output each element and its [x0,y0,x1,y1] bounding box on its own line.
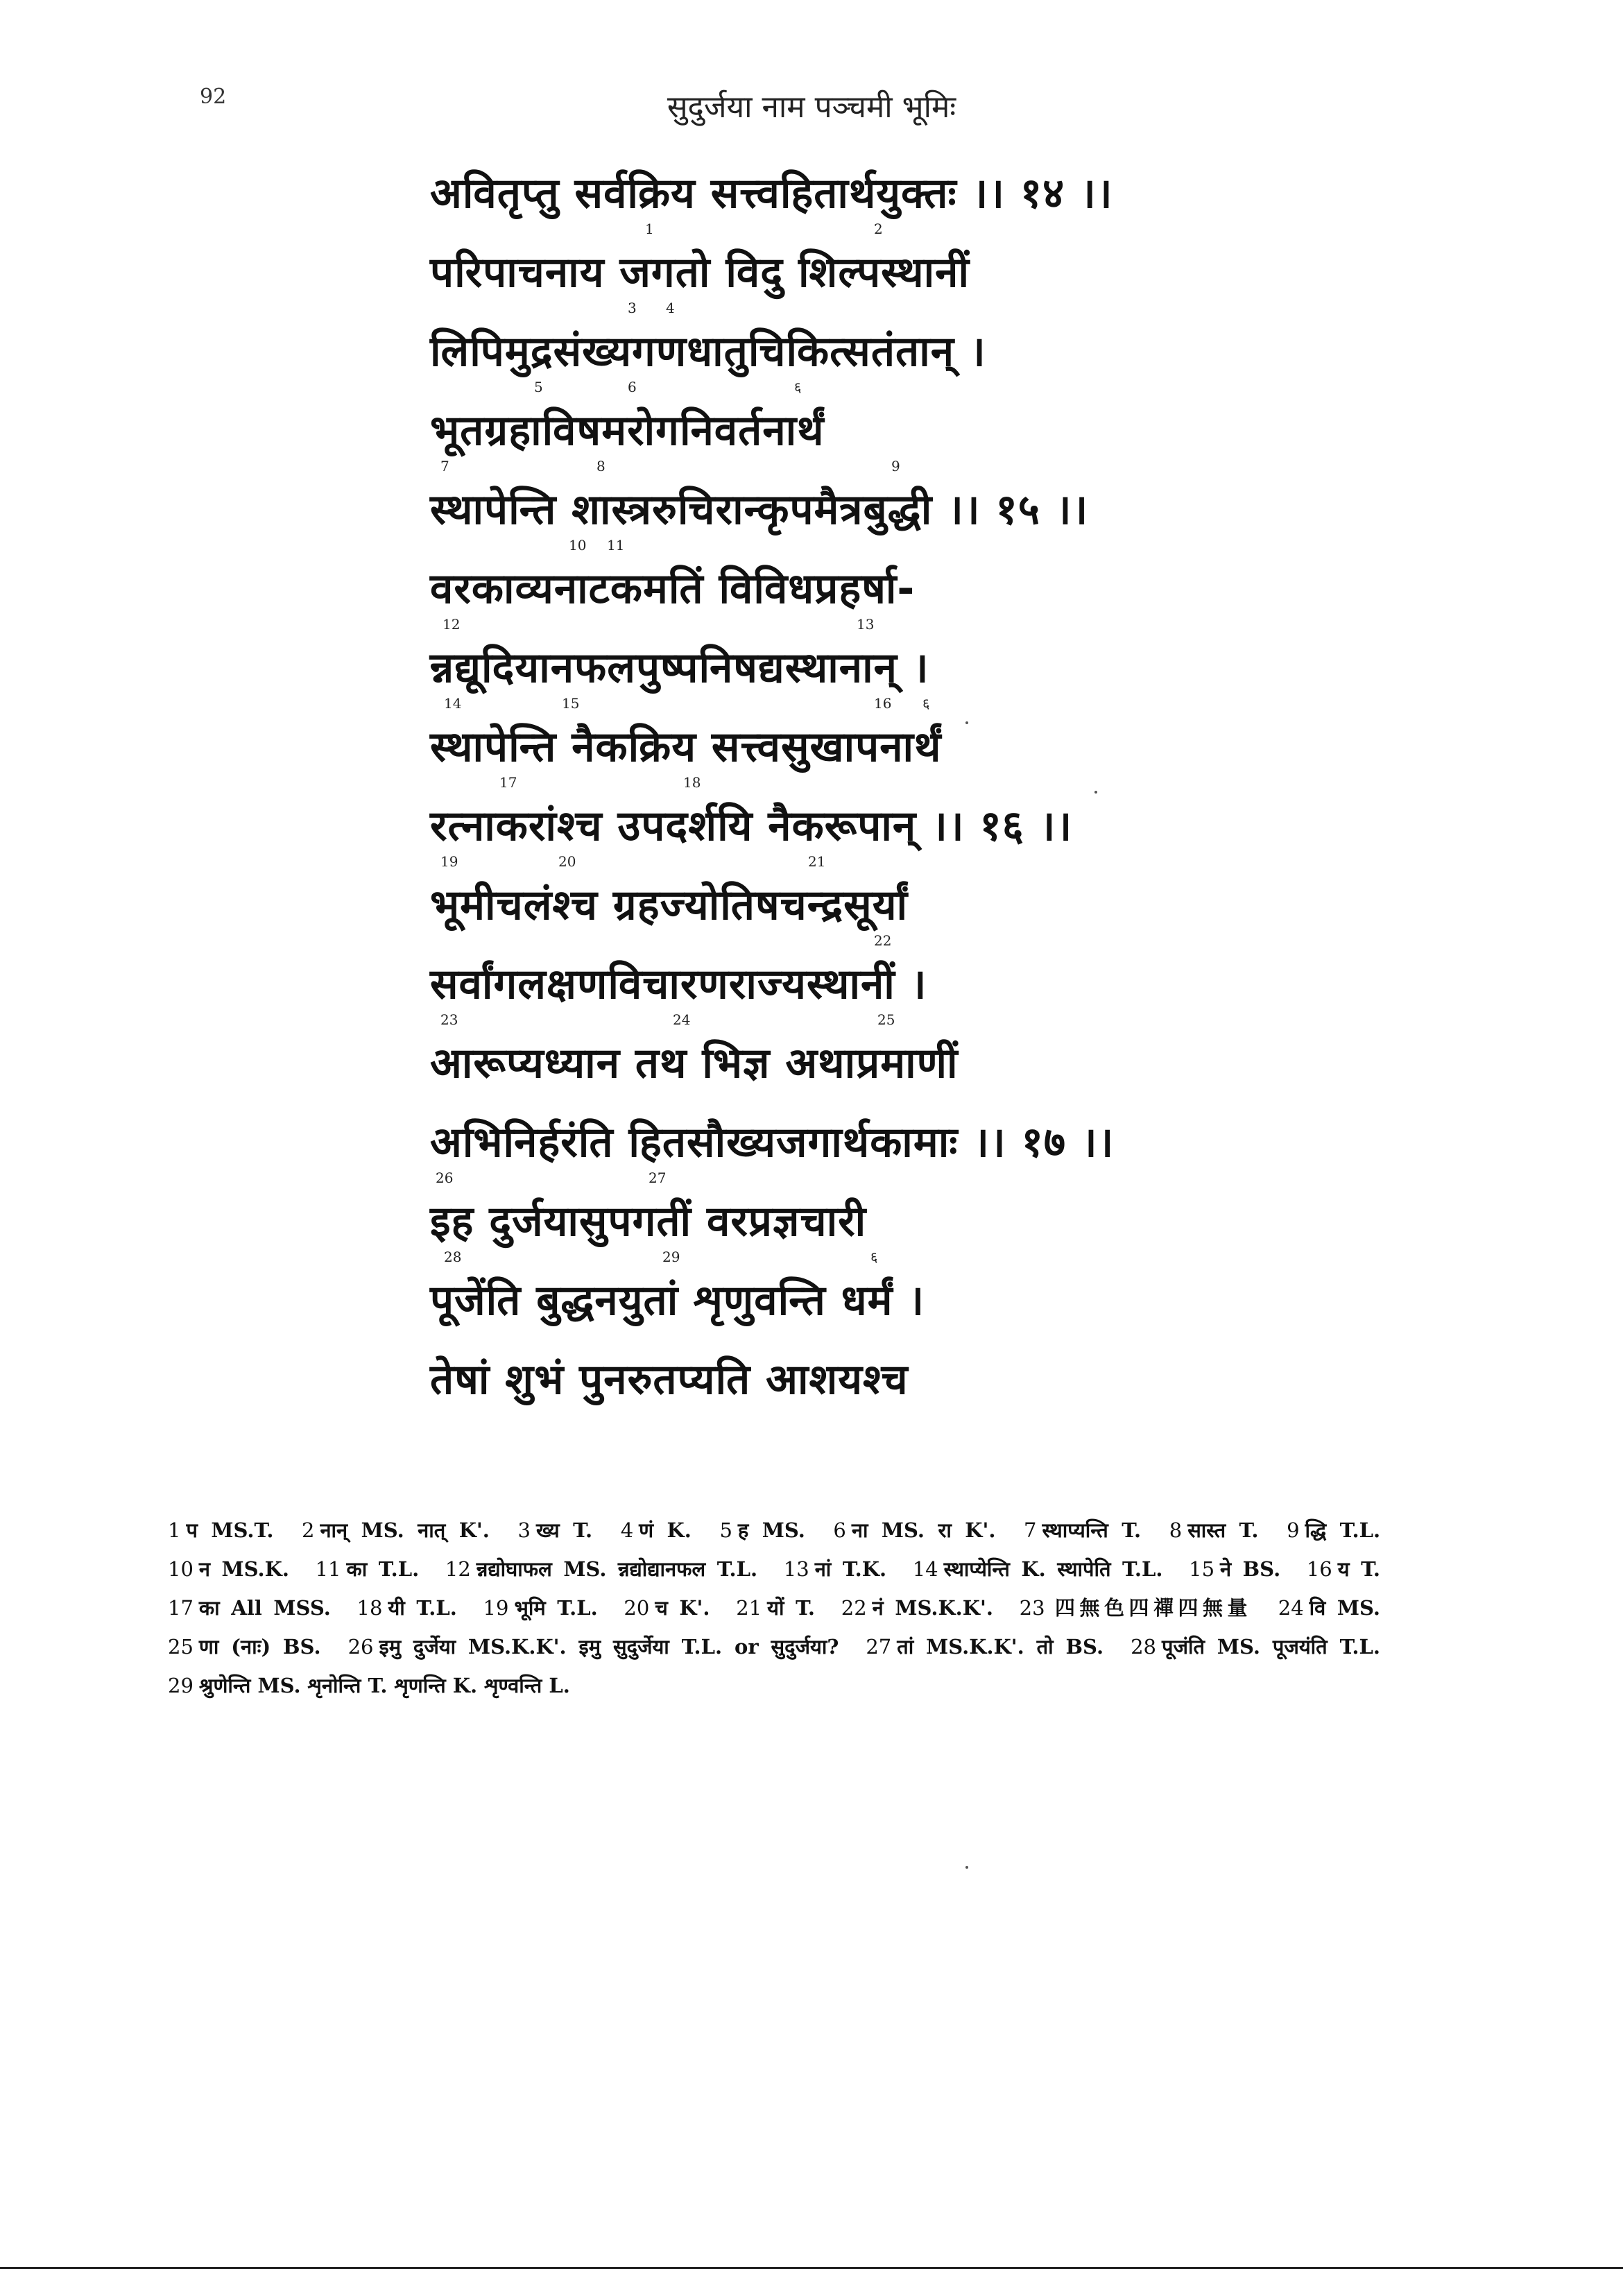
footnote-text: स्थाप्यन्ति T. [1042,1518,1142,1542]
footnote-markers [430,380,1457,401]
footnote-number: 18 [357,1596,383,1620]
verse-text: अभिनिर्हरंति हितसौख्यजगार्थकामाः ।। १७ ।। [430,1118,1115,1167]
footnote [833,1518,995,1542]
verse-text: अवितृप्तु सर्वक्रिय सत्त्वहितार्थयुक्तः ।। १४ ।। [430,169,1113,218]
footnote [445,1557,757,1581]
footnote [1169,1518,1259,1542]
footnote-markers [430,696,1457,717]
verse-line [430,1249,1457,1340]
footnote-text: यों T. [767,1596,816,1620]
verse-line [430,774,1457,870]
footnote [302,1518,490,1542]
footnote-text: न्नद्योघाफल MS. न्नद्योद्यानफल T.L. [476,1557,758,1581]
verse-line [430,1170,1457,1261]
footnote-number: 23 [1019,1596,1045,1620]
running-head: सुदुर्जया नाम पञ्चमी भूमिः [667,89,956,125]
footnote [736,1596,815,1620]
footnote-number: 11 [315,1557,341,1581]
footnote-marker: 10 [569,537,587,554]
verse-line [430,154,1457,233]
footnote-number: 7 [1024,1518,1037,1542]
footnote-number: 20 [624,1596,650,1620]
footnote [348,1635,839,1659]
verse-text: परिपाचनाय जगतो विदु शिल्पस्थानीं [430,248,970,297]
footnote-text: का All MSS. [198,1596,331,1620]
footnote-marker: 13 [857,616,875,633]
footnote-text: नां T.K. [814,1557,887,1581]
footnote [316,1557,420,1581]
footnote-marker: 25 [877,1011,895,1028]
verse-text: स्थापेन्ति नैकक्रिय सत्त्वसुखापनार्थं [430,723,942,771]
verse-text: स्थापेन्ति शास्त्ररुचिरान्कृपमैत्रबुद्धी ।। १५ ।। [430,486,1089,534]
footnote-marker: 9 [891,458,900,474]
footnote-marker: 24 [673,1011,691,1028]
footnote [913,1557,1163,1581]
footnote-text: का T.L. [346,1557,420,1581]
footnote-marker: 12 [443,616,461,633]
footnote [624,1596,710,1620]
footnote-number: 14 [912,1557,938,1581]
footnote-text: न MS.K. [198,1557,289,1581]
footnote-number: 5 [719,1518,732,1542]
footnote-marker: ६ [870,1249,878,1265]
footnote-marker: 20 [558,853,576,870]
scan-speck [965,1866,968,1869]
footnote-markers [430,934,1457,954]
footnote-text: पूजंति MS. पूजयंति T.L. [1161,1635,1381,1659]
footnote-marker: 6 [628,379,637,395]
footnote-number: 24 [1278,1596,1304,1620]
footnote-text: सास्त T. [1187,1518,1259,1542]
footnote-number: 3 [517,1518,531,1542]
footnote-text: णं K. [639,1518,692,1542]
footnote-marker: 17 [499,774,517,791]
footnote-markers [430,617,1457,638]
footnote-markers [430,301,1457,322]
verse-line [430,300,1457,391]
footnote-number: 21 [736,1596,762,1620]
footnote-text: स्थाप्येन्ति K. स्थापेति T.L. [943,1557,1163,1581]
footnote [1024,1518,1141,1542]
footnote [866,1635,1104,1659]
footnote-number: 29 [168,1674,194,1697]
footnote-number: 17 [168,1596,194,1620]
footnote-text: नान् MS. नात् K'. [320,1518,490,1542]
footnote-text: ख्य T. [535,1518,593,1542]
footnote [168,1557,289,1581]
footnote-number: 13 [783,1557,809,1581]
footnote-marker: 8 [596,458,606,474]
verse-text: लिपिमुद्रसंख्यगणधातुचिकित्सतंतान् । [430,327,986,376]
footnote-number: 15 [1189,1557,1215,1581]
verse-line [430,853,1457,945]
footnote-text: णा (नाः) BS. [198,1635,321,1659]
verse-text: न्नद्यूदियानफलपुष्पनिषद्यस्थानान् । [430,644,929,692]
footnote-markers [430,776,1457,796]
footnote [1020,1596,1252,1620]
verse-text: वरकाव्यनाटकमतिं विविधप्रहर्षा- [430,565,916,613]
footnote-markers [430,1013,1457,1034]
verse-text: रत्नाकरांश्च उपदर्शयि नैकरूपान् ।। १६ ।। [430,802,1073,850]
footnote-text: भूमि T.L. [514,1596,598,1620]
footnote-markers [430,1092,1457,1113]
footnote-marker: 26 [436,1170,454,1186]
footnote-marker: 1 [645,221,654,237]
footnote-markers [430,143,1457,164]
footnote-text: प MS.T. [186,1518,274,1542]
footnote [719,1518,805,1542]
footnote-markers [430,222,1457,243]
footnote-number: 10 [168,1557,194,1581]
footnote [168,1518,273,1542]
footnote-markers [430,459,1457,480]
footnote [483,1596,598,1620]
footnote-marker: 7 [440,458,449,474]
footnote-number: 16 [1306,1557,1332,1581]
footnote-markers [430,855,1457,875]
footnote-text: यी T.L. [388,1596,457,1620]
footnote-marker: 18 [683,774,701,791]
footnote-marker: 2 [874,221,883,237]
footnote [517,1518,592,1542]
verse-text: आरूप्यध्यान तथ भिज्ञ अथाप्रमाणीं [430,1039,959,1088]
footnote-number: 26 [347,1635,374,1659]
footnote-number: 8 [1169,1518,1183,1542]
footnote-marker: 19 [440,853,458,870]
footnote-text: य T. [1337,1557,1381,1581]
verse-line [430,1011,1457,1103]
verse-line [430,221,1457,312]
footnote-text: श्रुणेन्ति MS. शृनोन्ति T. शृणन्ति K. शृण्वन्ति L. [198,1674,570,1697]
footnote-number: 28 [1131,1635,1156,1659]
footnote-number: 27 [866,1635,892,1659]
footnote-text: ने BS. [1220,1557,1281,1581]
footnote-text: 四無色四禪四無量 [1050,1596,1253,1620]
verse-line [430,1103,1457,1182]
footnote-marker: 15 [562,695,580,712]
footnote-number: 1 [168,1518,181,1542]
footnote-markers [430,1329,1457,1350]
footnote-number: 4 [620,1518,634,1542]
footnote-marker: 22 [874,932,892,949]
verse-text: भूतग्रहाविषमरोगनिवर्तनार्थं [430,406,825,455]
footnote-marker: ६ [794,379,802,395]
footnote [168,1596,331,1620]
footnote-marker: 4 [666,300,675,316]
verse-text: सर्वांगलक्षणविचारणराज्यस्थानीं । [430,960,927,1009]
verse-line [430,695,1457,791]
footnote [1278,1596,1380,1620]
footnote-marker: 16 [874,695,892,712]
footnote [1287,1518,1380,1542]
footnote-marker: 21 [808,853,826,870]
footnote-marker: ६ [922,695,930,712]
footnote-marker: 29 [662,1249,680,1265]
footnote-text: वि MS. [1309,1596,1381,1620]
verse-line [430,932,1457,1024]
footnote-marker: 5 [534,379,543,395]
footnote [621,1518,692,1542]
verse-text: इह दुर्जयासुपगतीं वरप्रज्ञचारी [430,1197,867,1246]
footnote-marker: 28 [444,1249,462,1265]
footnote-text: तां MS.K.K'. तो BS. [897,1635,1104,1659]
footnote-number: 9 [1287,1518,1300,1542]
page-number: 92 [200,85,227,109]
footnote-text: नं MS.K.K'. [872,1596,993,1620]
footnote-text: ह MS. [737,1518,805,1542]
verse-block [430,154,1457,1419]
footnote [1189,1557,1280,1581]
bottom-rule [0,2267,1623,2269]
footnote [357,1596,457,1620]
footnote-text: द्धि T.L. [1305,1518,1381,1542]
footnote-markers [430,1171,1457,1192]
footnote-marker: 11 [607,537,625,554]
verse-line [430,616,1457,712]
footnote-text: ना MS. रा K'. [851,1518,996,1542]
footnote-marker: 23 [440,1011,458,1028]
scan-speck [965,721,968,724]
verse-text: पूजेंति बुद्धनयुतां शृणुवन्ति धर्मं । [430,1276,925,1325]
footnote-number: 22 [841,1596,867,1620]
footnotes [168,1511,1396,1705]
footnote-markers [430,538,1457,559]
footnote-text: इमु दुर्जेया MS.K.K'. इमु सुदुर्जेया T.L. or सुदुर्जया? [379,1635,839,1659]
footnote-number: 2 [302,1518,315,1542]
footnote-marker: 14 [444,695,462,712]
footnote-number: 6 [833,1518,846,1542]
verse-text: तेषां शुभं पुनरुतप्यति आशयश्च [430,1355,909,1404]
scan-speck [1094,791,1097,794]
verse-line [430,537,1457,628]
footnote [1131,1635,1380,1659]
footnote [841,1596,993,1620]
footnote-number: 12 [445,1557,471,1581]
footnote [784,1557,886,1581]
footnote [1307,1557,1380,1581]
verse-text: भूमीचलंश्च ग्रहज्योतिषचन्द्रसूर्यां [430,881,909,929]
verse-line [430,379,1457,470]
footnote-number: 25 [168,1635,194,1659]
footnote-marker: 27 [649,1170,667,1186]
footnote-number: 19 [483,1596,509,1620]
footnote [168,1674,570,1697]
verse-line [430,1340,1457,1419]
footnote [168,1635,321,1659]
footnote-text: च K'. [655,1596,710,1620]
footnote-markers [430,1250,1457,1271]
footnote-marker: 3 [628,300,637,316]
